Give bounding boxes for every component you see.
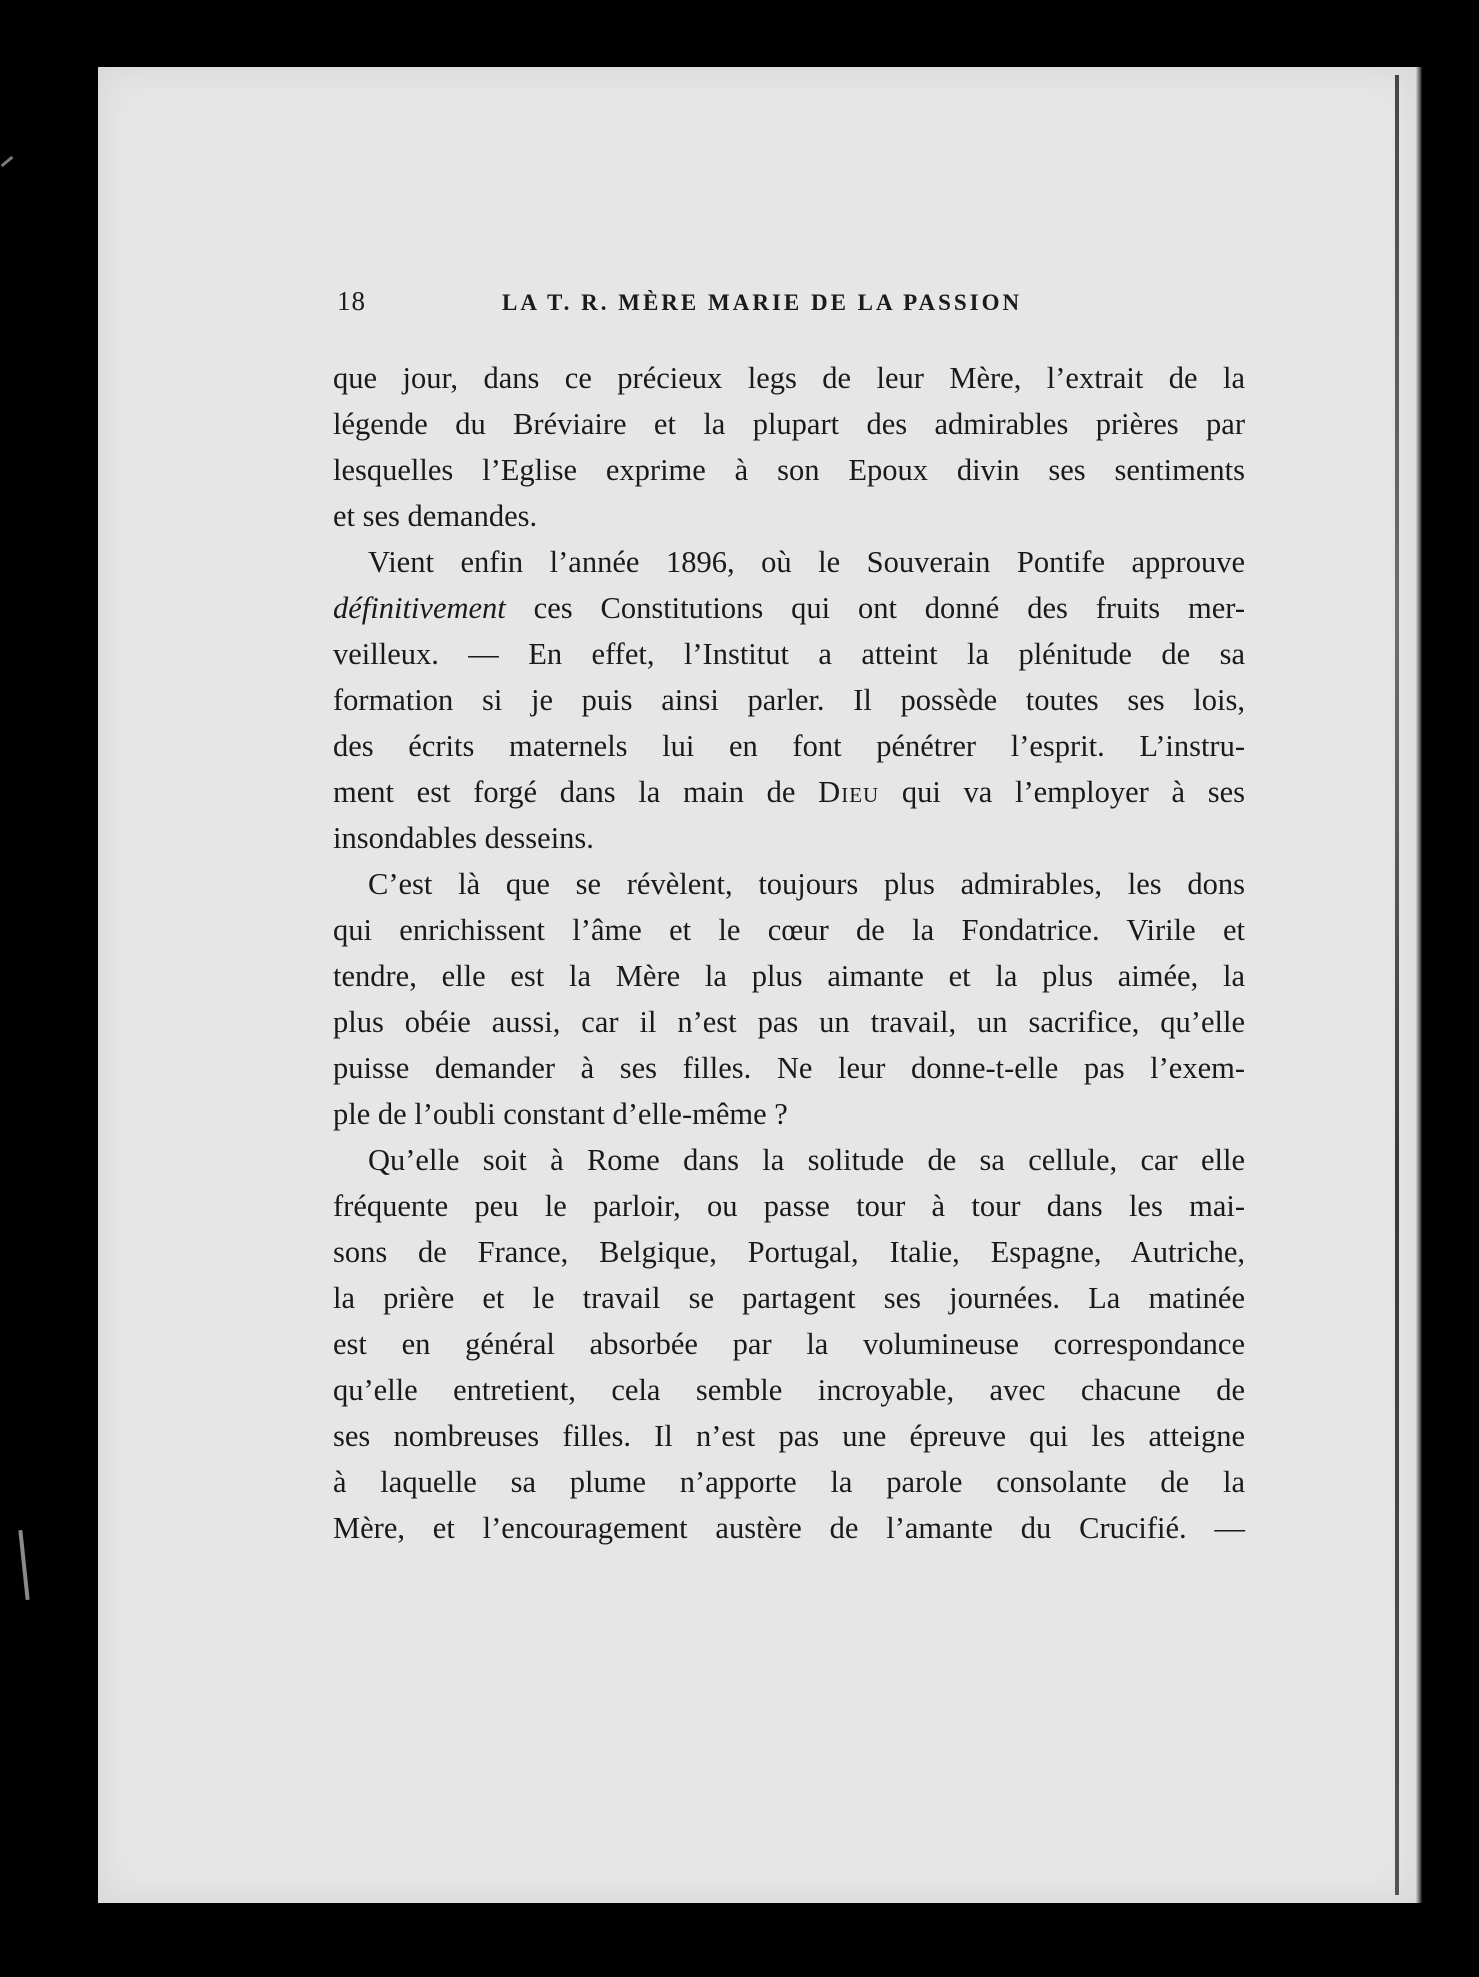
page-header	[337, 286, 1217, 326]
text-line: formation si je puis ainsi parler. Il possède toutes ses lois,	[333, 683, 1245, 717]
text-line: ple de l’oubli constant d’elle-même ?	[333, 1097, 788, 1131]
text-line: que jour, dans ce précieux legs de leur Mère, l’extrait de la	[333, 361, 1245, 395]
text-line: ses nombreuses filles. Il n’est pas une épreuve qui les atteigne	[333, 1419, 1245, 1453]
text-line: sons de France, Belgique, Portugal, Italie, Espagne, Autriche,	[333, 1235, 1245, 1269]
page-gutter-shadow	[1395, 75, 1399, 1895]
text-line: qui enrichissent l’âme et le cœur de la Fondatrice. Virile et	[333, 913, 1245, 947]
text-span: ment est forgé dans la main de	[333, 775, 819, 809]
text-line: la prière et le travail se partagent ses journées. La matinée	[333, 1281, 1245, 1315]
text-line: puisse demander à ses filles. Ne leur donne-t-elle pas l’exem-	[333, 1051, 1245, 1085]
text-line: Mère, et l’encouragement austère de l’amante du Crucifié. —	[333, 1511, 1245, 1545]
running-head: LA T. R. MÈRE MARIE DE LA PASSION	[502, 290, 1023, 315]
text-span: qui va l’employer à ses	[879, 775, 1246, 809]
text-line: lesquelles l’Eglise exprime à son Epoux divin ses sentiments	[333, 453, 1245, 487]
text-line: des écrits maternels lui en font pénétrer l’esprit. L’instru-	[333, 729, 1245, 763]
small-caps-word: Dieu	[818, 775, 880, 809]
text-line: plus obéie aussi, car il n’est pas un travail, un sacrifice, qu’elle	[333, 1005, 1245, 1039]
text-line: qu’elle entretient, cela semble incroyable, avec chacune de	[333, 1373, 1245, 1407]
emphasized-word: définitivement	[333, 591, 506, 625]
text-line: veilleux. — En effet, l’Institut a atteint la plénitude de sa	[333, 637, 1245, 671]
text-line: légende du Bréviaire et la plupart des admirables prières par	[333, 407, 1245, 441]
text-line: Vient enfin l’année 1896, où le Souverain Pontife approuve	[368, 545, 1245, 579]
page-edge	[1416, 67, 1422, 1903]
text-line: fréquente peu le parloir, ou passe tour à tour dans les mai-	[333, 1189, 1245, 1223]
text-line: insondables desseins.	[333, 821, 594, 855]
text-span: ces Constitutions qui ont donné des fruits mer-	[505, 591, 1245, 625]
text-line	[333, 769, 1245, 815]
text-line	[333, 585, 1245, 631]
text-line: Qu’elle soit à Rome dans la solitude de sa cellule, car elle	[368, 1143, 1245, 1177]
body-text	[333, 355, 1245, 1551]
text-line: est en général absorbée par la volumineuse correspondance	[333, 1327, 1245, 1361]
page-number: 18	[337, 286, 366, 316]
text-line: C’est là que se révèlent, toujours plus admirables, les dons	[368, 867, 1245, 901]
text-line: et ses demandes.	[333, 499, 538, 533]
text-line: à laquelle sa plume n’apporte la parole consolante de la	[333, 1465, 1245, 1499]
text-line: tendre, elle est la Mère la plus aimante et la plus aimée, la	[333, 959, 1245, 993]
